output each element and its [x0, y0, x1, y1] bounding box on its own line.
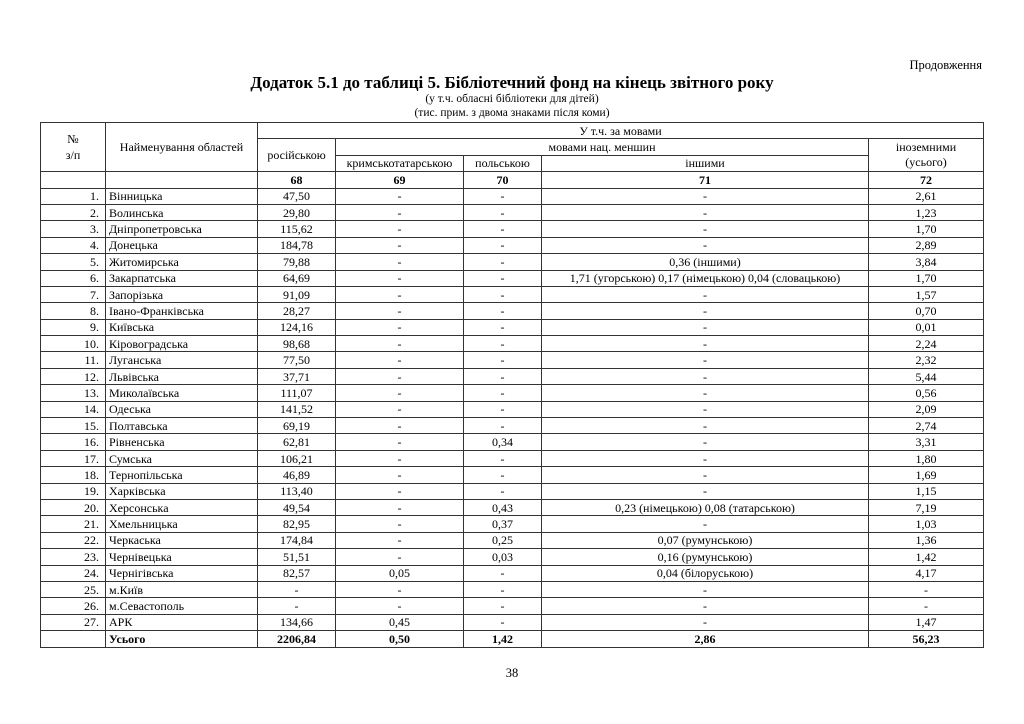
row-number: 15.	[41, 418, 106, 434]
cell-polish: -	[464, 188, 542, 204]
row-number: 16.	[41, 434, 106, 450]
cell-polish: -	[464, 565, 542, 581]
cell-crimean-tatar: -	[336, 418, 464, 434]
cell-russian: 174,84	[258, 532, 336, 548]
row-number: 12.	[41, 368, 106, 384]
cell-polish: 0,37	[464, 516, 542, 532]
cell-foreign: 2,89	[869, 237, 984, 253]
region-name: Рівненська	[106, 434, 258, 450]
cell-crimean-tatar: -	[336, 237, 464, 253]
header-foreign: іноземними (усього)	[869, 139, 984, 172]
table-row	[41, 549, 984, 565]
row-number: 2.	[41, 204, 106, 220]
total-row	[41, 631, 984, 647]
cell-crimean-tatar: -	[336, 532, 464, 548]
table-row	[41, 385, 984, 401]
region-name: Донецька	[106, 237, 258, 253]
cell-russian: 113,40	[258, 483, 336, 499]
table-row	[41, 532, 984, 548]
cell-crimean-tatar: -	[336, 598, 464, 614]
cell-russian: -	[258, 598, 336, 614]
cell-polish: -	[464, 368, 542, 384]
column-number-empty	[41, 172, 106, 188]
cell-russian: 37,71	[258, 368, 336, 384]
header-by-language: У т.ч. за мовами	[258, 123, 984, 139]
cell-russian: 98,68	[258, 336, 336, 352]
region-name: Полтавська	[106, 418, 258, 434]
cell-other: -	[542, 418, 869, 434]
row-number: 6.	[41, 270, 106, 286]
cell-russian: 79,88	[258, 254, 336, 270]
table-row	[41, 319, 984, 335]
cell-crimean-tatar: -	[336, 368, 464, 384]
cell-foreign: 1,80	[869, 450, 984, 466]
cell-polish: -	[464, 467, 542, 483]
table-row	[41, 204, 984, 220]
table-row	[41, 221, 984, 237]
region-name: Київська	[106, 319, 258, 335]
table-body	[41, 188, 984, 631]
region-name: Івано-Франківська	[106, 303, 258, 319]
cell-russian: 141,52	[258, 401, 336, 417]
cell-polish: -	[464, 303, 542, 319]
table-row	[41, 581, 984, 597]
total-other: 2,86	[542, 631, 869, 647]
column-number-empty	[106, 172, 258, 188]
cell-other: -	[542, 581, 869, 597]
cell-other: -	[542, 221, 869, 237]
table-row	[41, 286, 984, 302]
cell-foreign: 4,17	[869, 565, 984, 581]
cell-crimean-tatar: -	[336, 319, 464, 335]
cell-other: -	[542, 516, 869, 532]
cell-foreign: 1,47	[869, 614, 984, 630]
cell-foreign: 0,56	[869, 385, 984, 401]
region-name: Чернігівська	[106, 565, 258, 581]
column-number: 70	[464, 172, 542, 188]
cell-crimean-tatar: -	[336, 188, 464, 204]
cell-other: -	[542, 483, 869, 499]
cell-crimean-tatar: -	[336, 254, 464, 270]
header-crimean-tatar: кримськотатарською	[336, 155, 464, 171]
cell-other: -	[542, 319, 869, 335]
total-label: Усього	[106, 631, 258, 647]
cell-foreign: 3,31	[869, 434, 984, 450]
column-number: 72	[869, 172, 984, 188]
row-number: 9.	[41, 319, 106, 335]
column-number: 69	[336, 172, 464, 188]
region-name: м.Київ	[106, 581, 258, 597]
region-name: Житомирська	[106, 254, 258, 270]
header-other: іншими	[542, 155, 869, 171]
region-name: Хмельницька	[106, 516, 258, 532]
cell-russian: 49,54	[258, 499, 336, 515]
cell-foreign: 0,70	[869, 303, 984, 319]
region-name: Закарпатська	[106, 270, 258, 286]
row-number: 17.	[41, 450, 106, 466]
cell-foreign: 1,70	[869, 270, 984, 286]
table-row	[41, 401, 984, 417]
region-name: Кіровоградська	[106, 336, 258, 352]
cell-russian: 64,69	[258, 270, 336, 286]
region-name: Тернопільська	[106, 467, 258, 483]
cell-russian: 51,51	[258, 549, 336, 565]
region-name: Чернівецька	[106, 549, 258, 565]
region-name: Сумська	[106, 450, 258, 466]
row-number: 23.	[41, 549, 106, 565]
column-number: 68	[258, 172, 336, 188]
cell-crimean-tatar: 0,05	[336, 565, 464, 581]
page-number: 38	[505, 666, 519, 680]
column-numbers-row	[41, 172, 984, 188]
cell-russian: 82,57	[258, 565, 336, 581]
cell-foreign: 2,74	[869, 418, 984, 434]
row-number: 5.	[41, 254, 106, 270]
table-row	[41, 418, 984, 434]
cell-crimean-tatar: -	[336, 516, 464, 532]
cell-polish: 0,25	[464, 532, 542, 548]
cell-foreign: -	[869, 581, 984, 597]
row-number: 13.	[41, 385, 106, 401]
cell-foreign: 1,57	[869, 286, 984, 302]
cell-polish: -	[464, 614, 542, 630]
cell-russian: 115,62	[258, 221, 336, 237]
total-polish: 1,42	[464, 631, 542, 647]
cell-polish: -	[464, 598, 542, 614]
total-russian: 2206,84	[258, 631, 336, 647]
cell-russian: 46,89	[258, 467, 336, 483]
row-number: 24.	[41, 565, 106, 581]
cell-other: 0,16 (румунською)	[542, 549, 869, 565]
table-row	[41, 450, 984, 466]
row-number: 27.	[41, 614, 106, 630]
cell-other: -	[542, 598, 869, 614]
cell-polish: -	[464, 270, 542, 286]
cell-crimean-tatar: -	[336, 385, 464, 401]
table-row	[41, 254, 984, 270]
total-crimean-tatar: 0,50	[336, 631, 464, 647]
row-number: 21.	[41, 516, 106, 532]
table-row	[41, 483, 984, 499]
cell-russian: 77,50	[258, 352, 336, 368]
cell-crimean-tatar: -	[336, 303, 464, 319]
region-name: Херсонська	[106, 499, 258, 515]
table-row	[41, 270, 984, 286]
row-number: 4.	[41, 237, 106, 253]
cell-other: -	[542, 467, 869, 483]
cell-polish: -	[464, 352, 542, 368]
cell-polish: 0,03	[464, 549, 542, 565]
cell-foreign: 3,84	[869, 254, 984, 270]
table-row	[41, 352, 984, 368]
cell-foreign: 1,42	[869, 549, 984, 565]
cell-other: -	[542, 336, 869, 352]
cell-other: 0,04 (білоруською)	[542, 565, 869, 581]
cell-other: -	[542, 401, 869, 417]
row-number: 20.	[41, 499, 106, 515]
cell-foreign: 2,32	[869, 352, 984, 368]
region-name: АРК	[106, 614, 258, 630]
cell-polish: 0,34	[464, 434, 542, 450]
cell-crimean-tatar: -	[336, 450, 464, 466]
cell-crimean-tatar: -	[336, 581, 464, 597]
region-name: Луганська	[106, 352, 258, 368]
cell-russian: 184,78	[258, 237, 336, 253]
cell-other: -	[542, 237, 869, 253]
cell-polish: -	[464, 418, 542, 434]
cell-foreign: 1,15	[869, 483, 984, 499]
document-title: Додаток 5.1 до таблиці 5. Бібліотечний фонд на кінець звітного року	[250, 73, 774, 92]
row-number: 11.	[41, 352, 106, 368]
header-region: Найменування областей	[106, 123, 258, 172]
row-number: 1.	[41, 188, 106, 204]
library-fund-table	[40, 122, 984, 648]
row-number: 10.	[41, 336, 106, 352]
cell-crimean-tatar: -	[336, 221, 464, 237]
cell-foreign: 7,19	[869, 499, 984, 515]
cell-russian: 29,80	[258, 204, 336, 220]
row-number: 19.	[41, 483, 106, 499]
cell-crimean-tatar: -	[336, 204, 464, 220]
cell-foreign: 2,24	[869, 336, 984, 352]
cell-polish: -	[464, 483, 542, 499]
table-row	[41, 434, 984, 450]
cell-crimean-tatar: -	[336, 401, 464, 417]
cell-russian: 69,19	[258, 418, 336, 434]
row-number: 25.	[41, 581, 106, 597]
row-number: 14.	[41, 401, 106, 417]
cell-crimean-tatar: -	[336, 483, 464, 499]
cell-other: -	[542, 385, 869, 401]
cell-other: 1,71 (угорською) 0,17 (німецькою) 0,04 (словацькою)	[542, 270, 869, 286]
cell-other: 0,23 (німецькою) 0,08 (татарською)	[542, 499, 869, 515]
cell-other: -	[542, 303, 869, 319]
cell-polish: -	[464, 319, 542, 335]
cell-russian: 62,81	[258, 434, 336, 450]
cell-foreign: 1,03	[869, 516, 984, 532]
cell-foreign: -	[869, 598, 984, 614]
cell-russian: 124,16	[258, 319, 336, 335]
cell-foreign: 1,23	[869, 204, 984, 220]
cell-russian: 91,09	[258, 286, 336, 302]
table-row	[41, 237, 984, 253]
header-number: № з/п	[41, 123, 106, 172]
table-row	[41, 614, 984, 630]
row-number: 18.	[41, 467, 106, 483]
cell-polish: -	[464, 204, 542, 220]
table-row	[41, 188, 984, 204]
row-number: 3.	[41, 221, 106, 237]
cell-other: -	[542, 188, 869, 204]
table-row	[41, 303, 984, 319]
header-polish: польською	[464, 155, 542, 171]
cell-crimean-tatar: 0,45	[336, 614, 464, 630]
cell-other: -	[542, 614, 869, 630]
region-name: Одеська	[106, 401, 258, 417]
table-row	[41, 499, 984, 515]
table-row	[41, 467, 984, 483]
cell-other: 0,07 (румунською)	[542, 532, 869, 548]
cell-polish: -	[464, 385, 542, 401]
region-name: Харківська	[106, 483, 258, 499]
cell-other: -	[542, 352, 869, 368]
cell-russian: 82,95	[258, 516, 336, 532]
cell-crimean-tatar: -	[336, 286, 464, 302]
cell-other: 0,36 (іншими)	[542, 254, 869, 270]
subtitle-scope: (у т.ч. обласні бібліотеки для дітей)	[425, 93, 599, 105]
cell-russian: -	[258, 581, 336, 597]
table-row	[41, 516, 984, 532]
cell-russian: 47,50	[258, 188, 336, 204]
subtitle-units: (тис. прим. з двома знаками після коми)	[414, 107, 610, 119]
cell-polish: -	[464, 237, 542, 253]
row-number: 22.	[41, 532, 106, 548]
cell-crimean-tatar: -	[336, 467, 464, 483]
cell-crimean-tatar: -	[336, 270, 464, 286]
cell-other: -	[542, 434, 869, 450]
table-row	[41, 598, 984, 614]
cell-polish: -	[464, 286, 542, 302]
total-foreign: 56,23	[869, 631, 984, 647]
table-row	[41, 336, 984, 352]
column-number: 71	[542, 172, 869, 188]
cell-foreign: 1,36	[869, 532, 984, 548]
region-name: Львівська	[106, 368, 258, 384]
region-name: Запорізька	[106, 286, 258, 302]
cell-foreign: 1,69	[869, 467, 984, 483]
region-name: Черкаська	[106, 532, 258, 548]
cell-polish: -	[464, 581, 542, 597]
row-number: 26.	[41, 598, 106, 614]
cell-russian: 111,07	[258, 385, 336, 401]
cell-foreign: 2,09	[869, 401, 984, 417]
cell-polish: -	[464, 221, 542, 237]
cell-other: -	[542, 368, 869, 384]
cell-russian: 106,21	[258, 450, 336, 466]
region-name: м.Севастополь	[106, 598, 258, 614]
continuation-label: Продовження	[909, 58, 982, 72]
table-row	[41, 565, 984, 581]
cell-crimean-tatar: -	[336, 549, 464, 565]
cell-foreign: 5,44	[869, 368, 984, 384]
region-name: Волинська	[106, 204, 258, 220]
table-row	[41, 368, 984, 384]
cell-foreign: 2,61	[869, 188, 984, 204]
header-minority-languages: мовами нац. меншин	[336, 139, 869, 155]
region-name: Миколаївська	[106, 385, 258, 401]
header-russian: російською	[258, 139, 336, 172]
region-name: Дніпропетровська	[106, 221, 258, 237]
row-number: 8.	[41, 303, 106, 319]
cell-polish: -	[464, 401, 542, 417]
cell-crimean-tatar: -	[336, 434, 464, 450]
cell-crimean-tatar: -	[336, 336, 464, 352]
region-name: Вінницька	[106, 188, 258, 204]
row-number: 7.	[41, 286, 106, 302]
cell-polish: 0,43	[464, 499, 542, 515]
cell-crimean-tatar: -	[336, 352, 464, 368]
cell-other: -	[542, 450, 869, 466]
cell-russian: 28,27	[258, 303, 336, 319]
total-empty	[41, 631, 106, 647]
cell-foreign: 0,01	[869, 319, 984, 335]
cell-russian: 134,66	[258, 614, 336, 630]
cell-crimean-tatar: -	[336, 499, 464, 515]
cell-polish: -	[464, 450, 542, 466]
cell-polish: -	[464, 336, 542, 352]
cell-other: -	[542, 286, 869, 302]
cell-polish: -	[464, 254, 542, 270]
cell-other: -	[542, 204, 869, 220]
cell-foreign: 1,70	[869, 221, 984, 237]
